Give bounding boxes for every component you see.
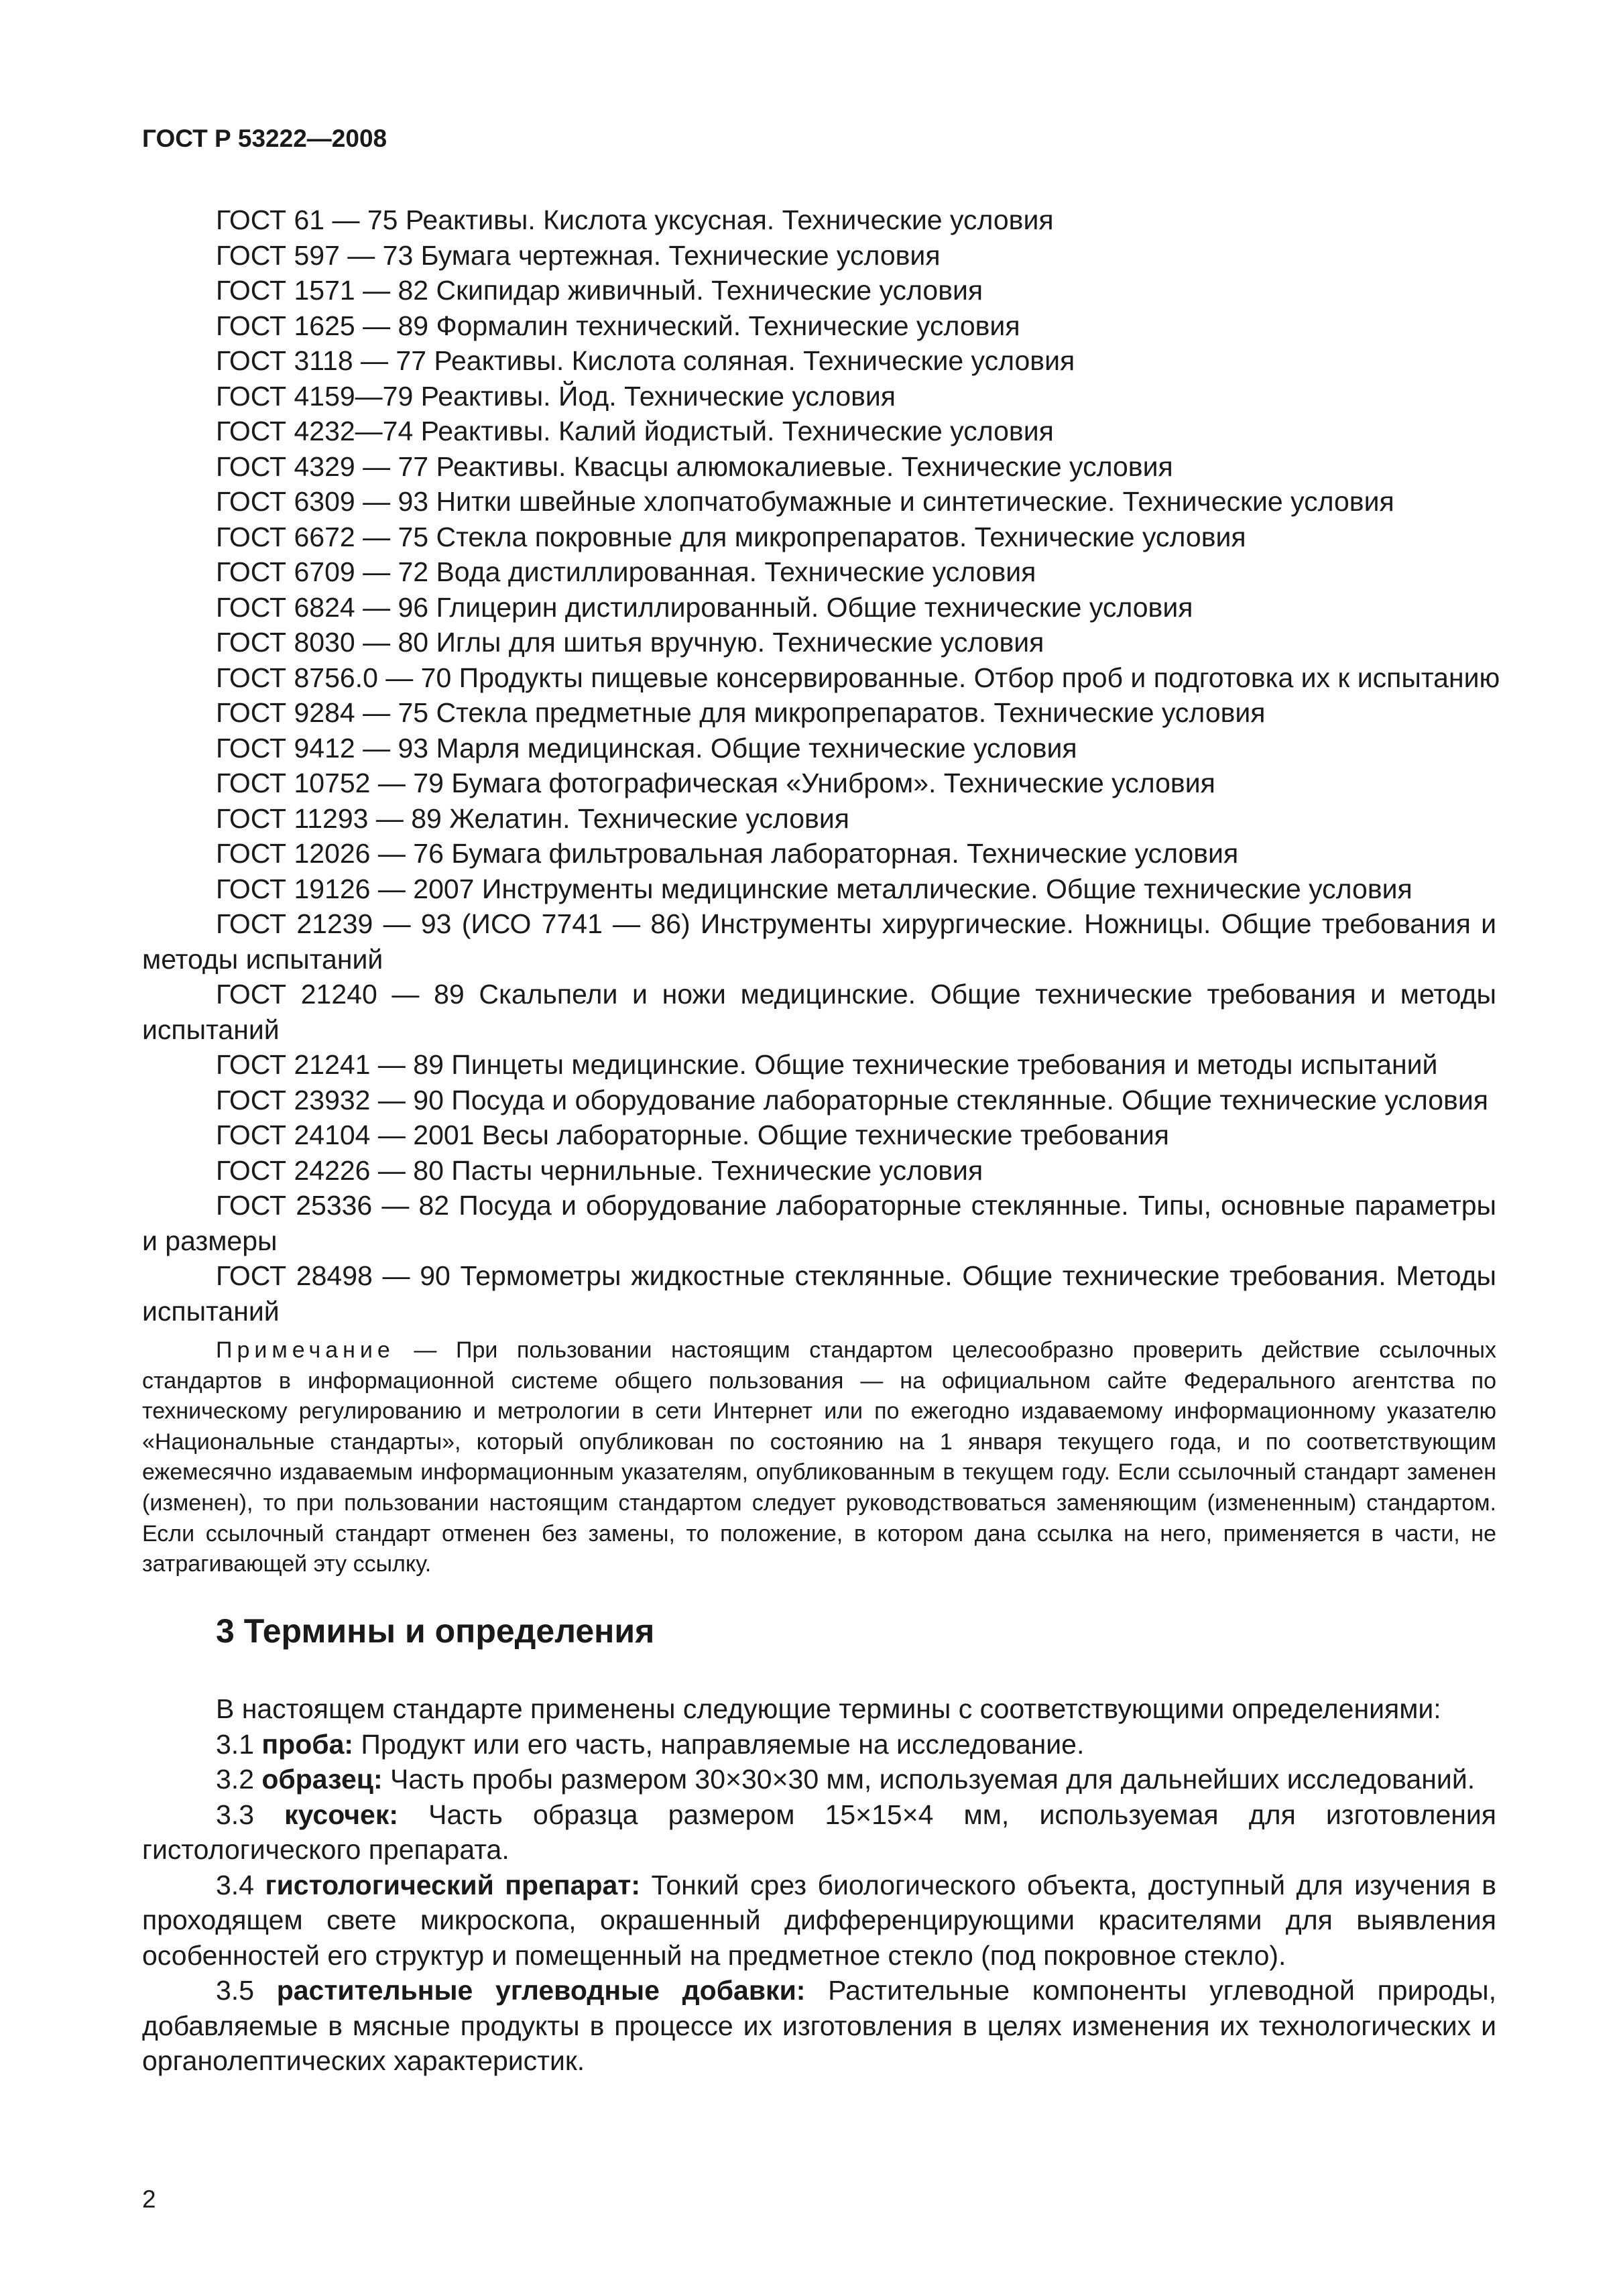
- reference-item: ГОСТ 4329 — 77 Реактивы. Квасцы алюмокалиевые. Технические условия: [216, 450, 1173, 482]
- terms-intro: В настоящем стандарте применены следующие термины с соответствующими определениями:: [216, 1693, 1441, 1724]
- reference-item: ГОСТ 6672 — 75 Стекла покровные для микропрепаратов. Технические условия: [216, 521, 1246, 552]
- reference-item: ГОСТ 21239 — 93 (ИСО 7741 — 86) Инструменты хирургические. Ножницы. Общие требования и методы испытаний: [142, 908, 1496, 975]
- term-text: Растительные компоненты углеводной природы, добавляемые в мясные продукты в процессе их изготовления в целях изменения их технологических и органолептических характеристик.: [142, 1975, 1496, 2076]
- note-text: — При пользовании настоящим стандартом целесообразно проверить действие ссылочных стандартов в информационной системе общего пользования — на официальном сайте Федерального агентства по техническому регулированию и метрологии в сети Интернет или по ежегодно издаваемому информационному указателю «Национальные стандарты», который опубликован по состоянию на 1 января текущего года, и по соответствующим ежемесячно издаваемым информационным указателям, опубликованным в текущем году. Если ссылочный стандарт заменен (изменен), то при пользовании настоящим стандартом следует руководствоваться заменяющим (измененным) стандартом. Если ссылочный стандарт отменен без замены, то положение, в котором дана ссылка на него, применяется в части, не затрагивающей эту ссылку.: [142, 1337, 1496, 1577]
- page-number: 2: [142, 2185, 156, 2213]
- reference-item: ГОСТ 1625 — 89 Формалин технический. Технические условия: [216, 310, 1020, 341]
- term-number: 3.4: [216, 1869, 265, 1900]
- term-name: образец:: [261, 1764, 383, 1795]
- reference-item: ГОСТ 597 — 73 Бумага чертежная. Технические условия: [216, 239, 941, 271]
- term-number: 3.1: [216, 1728, 262, 1760]
- term-text: Часть пробы размером 30×30×30 мм, используемая для дальнейших исследований.: [382, 1764, 1476, 1795]
- reference-item: ГОСТ 24226 — 80 Пасты чернильные. Технические условия: [216, 1154, 983, 1186]
- reference-item: ГОСТ 4159—79 Реактивы. Йод. Технические условия: [216, 380, 896, 412]
- reference-item: ГОСТ 8756.0 — 70 Продукты пищевые консервированные. Отбор проб и подготовка их к испытанию: [216, 662, 1500, 693]
- reference-item: ГОСТ 9412 — 93 Марля медицинская. Общие технические условия: [216, 732, 1077, 764]
- document-code: ГОСТ Р 53222—2008: [142, 125, 387, 152]
- normative-references-list: [142, 202, 1500, 1329]
- term-name: кусочек:: [284, 1799, 399, 1830]
- term-definition: [142, 1727, 1496, 1762]
- reference-item: ГОСТ 8030 — 80 Иглы для шитья вручную. Технические условия: [216, 627, 1044, 658]
- reference-item: ГОСТ 25336 — 82 Посуда и оборудование лабораторные стеклянные. Типы, основные параметры и размеры: [142, 1190, 1496, 1256]
- reference-item: ГОСТ 4232—74 Реактивы. Калий йодистый. Технические условия: [216, 416, 1054, 446]
- term-definition: [142, 1868, 1496, 1974]
- term-number: 3.5: [216, 1975, 277, 2006]
- term-text: Часть образца размером 15×15×4 мм, используемая для изготовления гистологического препарата.: [142, 1799, 1496, 1865]
- terms-list: [142, 1691, 1496, 2079]
- reference-item: ГОСТ 23932 — 90 Посуда и оборудование лабораторные стеклянные. Общие технические условия: [216, 1084, 1488, 1115]
- term-definition: [142, 1973, 1496, 2079]
- reference-item: ГОСТ 21241 — 89 Пинцеты медицинские. Общие технические требования и методы испытаний: [216, 1049, 1438, 1080]
- reference-item: ГОСТ 6309 — 93 Нитки швейные хлопчатобумажные и синтетические. Технические условия: [216, 486, 1394, 517]
- term-name: гистологический препарат:: [265, 1869, 641, 1900]
- reference-item: ГОСТ 6824 — 96 Глицерин дистиллированный. Общие технические условия: [216, 591, 1193, 623]
- term-number: 3.3: [216, 1799, 285, 1830]
- reference-item: ГОСТ 1571 — 82 Скипидар живичный. Технические условия: [216, 275, 983, 306]
- reference-item: ГОСТ 28498 — 90 Термометры жидкостные стеклянные. Общие технические требования. Методы испытаний: [142, 1260, 1496, 1327]
- reference-item: ГОСТ 24104 — 2001 Весы лабораторные. Общие технические требования: [216, 1120, 1169, 1150]
- reference-item: ГОСТ 11293 — 89 Желатин. Технические условия: [216, 802, 849, 834]
- reference-item: ГОСТ 12026 — 76 Бумага фильтровальная лабораторная. Технические условия: [216, 838, 1239, 869]
- term-text: Тонкий срез биологического объекта, доступный для изучения в проходящем свете микроскопа, окрашенный дифференцирующими красителями для выявления особенностей его структур и помещенный на предметное стекло (под покровное стекло).: [142, 1869, 1496, 1971]
- note-paragraph: [142, 1335, 1496, 1580]
- term-text: Продукт или его часть, направляемые на исследование.: [353, 1728, 1085, 1760]
- reference-item: ГОСТ 3118 — 77 Реактивы. Кислота соляная. Технические условия: [216, 345, 1075, 376]
- term-number: 3.2: [216, 1764, 262, 1795]
- term-name: проба:: [261, 1728, 354, 1760]
- reference-item: ГОСТ 6709 — 72 Вода дистиллированная. Технические условия: [216, 556, 1036, 587]
- term-definition: [142, 1797, 1496, 1868]
- reference-item: ГОСТ 9284 — 75 Стекла предметные для микропрепаратов. Технические условия: [216, 697, 1266, 728]
- section-title: 3 Термины и определения: [216, 1612, 655, 1650]
- reference-item: ГОСТ 61 — 75 Реактивы. Кислота уксусная. Технические условия: [216, 204, 1054, 235]
- reference-item: ГОСТ 21240 — 89 Скальпели и ножи медицинские. Общие технические требования и методы испытаний: [142, 979, 1496, 1045]
- note-label: Примечание: [216, 1337, 395, 1363]
- term-name: растительные углеводные добавки:: [276, 1975, 806, 2006]
- reference-item: ГОСТ 10752 — 79 Бумага фотографическая «Унибром». Технические условия: [216, 768, 1215, 798]
- reference-item: ГОСТ 19126 — 2007 Инструменты медицинские металлические. Общие технические условия: [216, 873, 1412, 904]
- term-definition: [142, 1762, 1496, 1797]
